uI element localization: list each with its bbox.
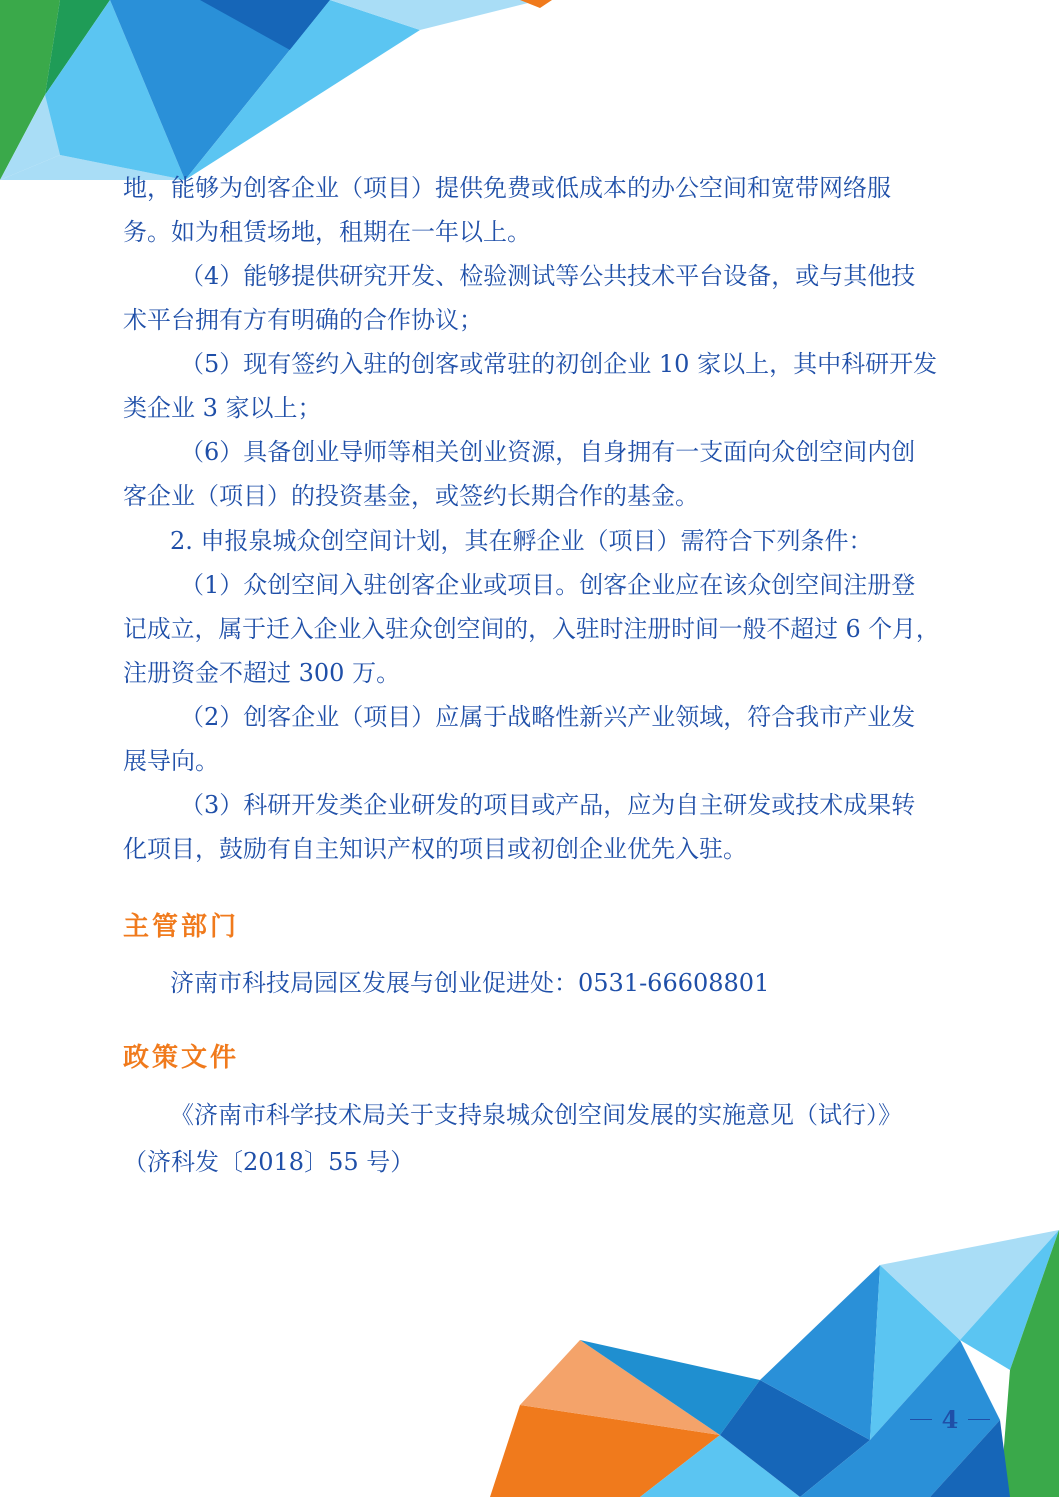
body-line-1: 地，能够为创客企业（项目）提供免费或低成本的办公空间和宽带网络服 [123, 174, 891, 202]
body-line-13: （2）创客企业（项目）应属于战略性新兴产业领域，符合我市产业发 [180, 703, 916, 731]
policy-document-title: 《济南市科学技术局关于支持泉城众创空间发展的实施意见（试行）》 [170, 1101, 902, 1129]
body-line-4: 术平台拥有方有明确的合作协议； [123, 306, 483, 334]
body-line-9: 2. 申报泉城众创空间计划，其在孵企业（项目）需符合下列条件： [170, 527, 873, 555]
department-contact: 济南市科技局园区发展与创业促进处：0531-66608801 [170, 969, 770, 997]
page-number-right-dash [968, 1419, 990, 1420]
body-line-8: 客企业（项目）的投资基金，或签约长期合作的基金。 [123, 482, 699, 510]
body-line-3: （4）能够提供研究开发、检验测试等公共技术平台设备，或与其他技 [180, 262, 916, 290]
body-line-7: （6）具备创业导师等相关创业资源，自身拥有一支面向众创空间内创 [180, 438, 916, 466]
body-line-5: （5）现有签约入驻的创客或常驻的初创企业 10 家以上，其中科研开发 [180, 350, 938, 378]
policy-document-number: （济科发〔2018〕55 号） [123, 1148, 415, 1176]
policy-heading: 政策文件 [123, 1043, 240, 1073]
page-number [905, 1404, 995, 1434]
body-line-14: 展导向。 [123, 747, 219, 775]
body-line-16: 化项目，鼓励有自主知识产权的项目或初创企业优先入驻。 [123, 835, 747, 863]
department-heading: 主管部门 [123, 912, 240, 942]
body-line-12: 注册资金不超过 300 万。 [123, 659, 401, 687]
page-number-value: 4 [941, 1404, 959, 1434]
page-number-left-dash [910, 1419, 932, 1420]
body-line-15: （3）科研开发类企业研发的项目或产品，应为自主研发或技术成果转 [180, 791, 916, 819]
body-line-10: （1）众创空间入驻创客企业或项目。创客企业应在该众创空间注册登 [180, 571, 916, 599]
body-line-6: 类企业 3 家以上； [123, 394, 322, 422]
body-line-11: 记成立，属于迁入企业入驻众创空间的，入驻时注册时间一般不超过 6 个月， [123, 615, 940, 643]
body-line-2: 务。如为租赁场地，租期在一年以上。 [123, 218, 531, 246]
